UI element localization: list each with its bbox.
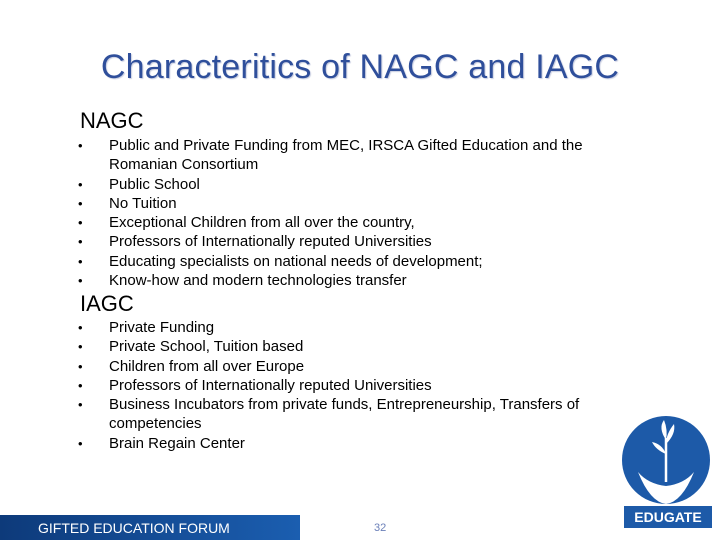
list-item: • Professors of Internationally reputed Universities	[78, 232, 598, 251]
list-item: • Educating specialists on national needs of development;	[78, 252, 598, 271]
list-item: • Brain Regain Center	[78, 434, 658, 453]
list-item: • Private Funding	[78, 318, 658, 337]
list-item: • Public and Private Funding from MEC, IRSCA Gifted Education and the Romanian Consortium	[78, 136, 598, 175]
list-item: • Children from all over Europe	[78, 357, 658, 376]
iagc-heading: IAGC	[80, 291, 134, 316]
list-item: • No Tuition	[78, 194, 598, 213]
slide-title: Characteritics of NAGC and IAGC	[100, 48, 620, 86]
nagc-list	[78, 136, 598, 290]
list-item: • Business Incubators from private funds, Entrepreneurship, Transfers of competencies	[78, 395, 658, 434]
nagc-heading: NAGC	[80, 108, 144, 133]
page-number: 32	[374, 522, 387, 534]
list-item: • Private School, Tuition based	[78, 337, 658, 356]
list-item: • Know-how and modern technologies transfer	[78, 271, 598, 290]
footer-bar	[0, 515, 300, 540]
list-item: • Professors of Internationally reputed Universities	[78, 376, 658, 395]
iagc-list	[78, 318, 658, 453]
list-item: • Public School	[78, 175, 598, 194]
edugate-logo-text: EDUGATE	[624, 506, 712, 528]
list-item: • Exceptional Children from all over the country,	[78, 213, 598, 232]
footer-label: GIFTED EDUCATION FORUM	[38, 520, 230, 536]
